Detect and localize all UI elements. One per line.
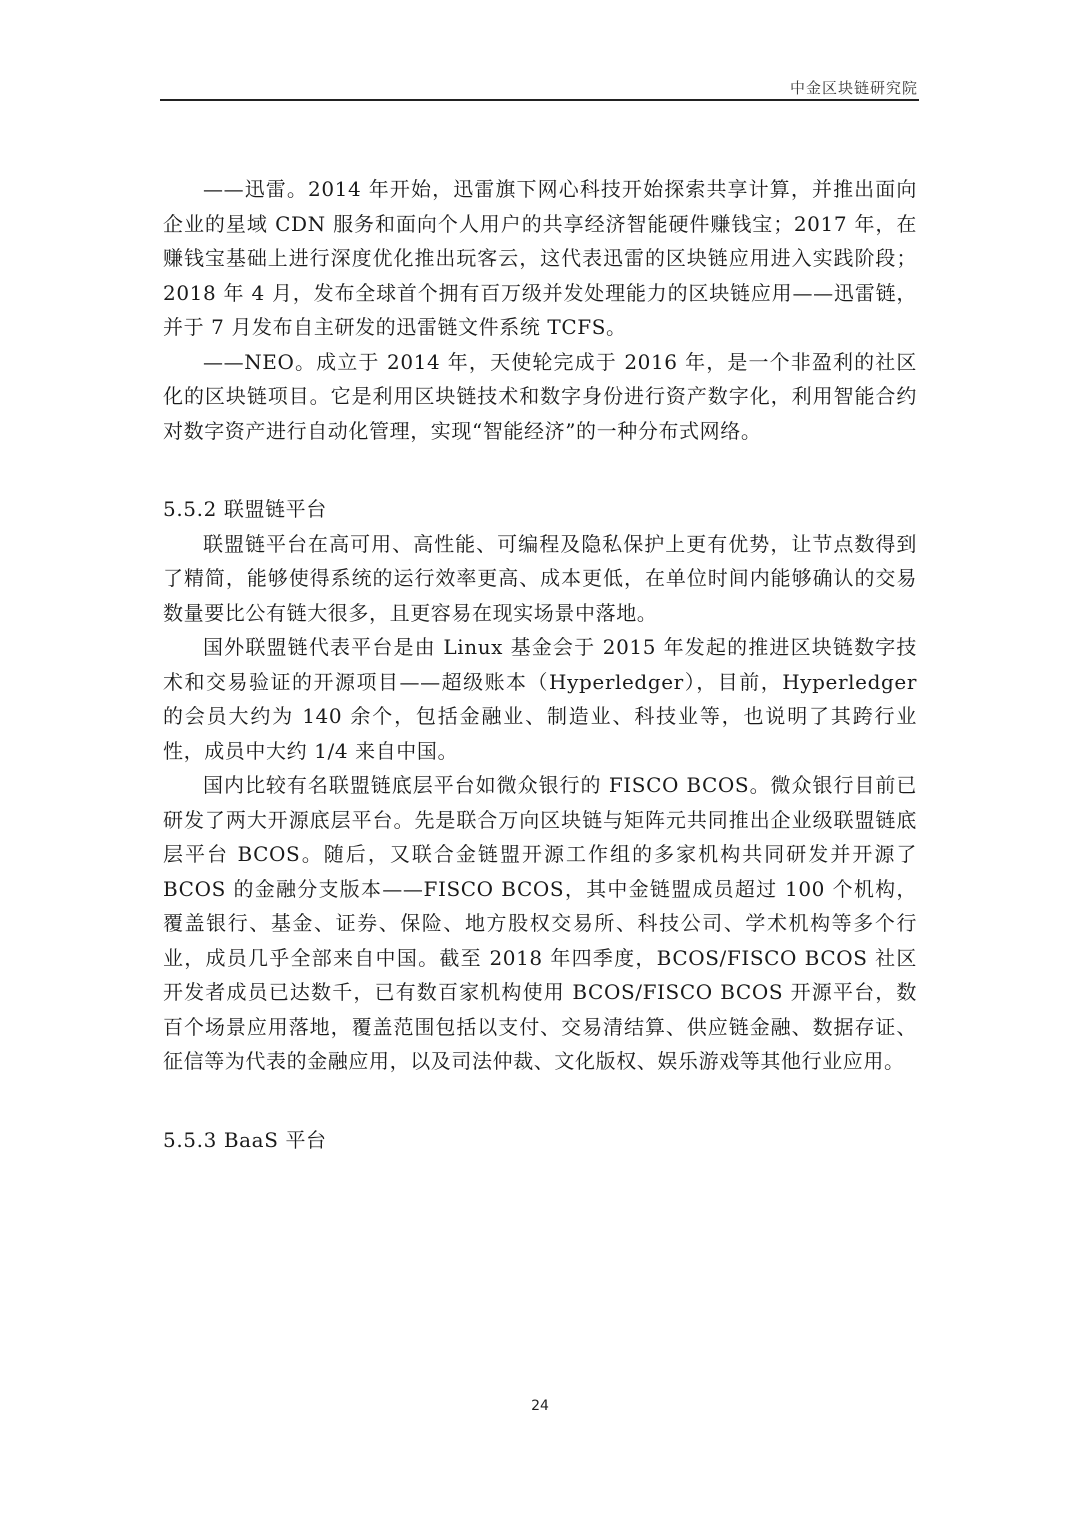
page-number: 24 <box>531 1398 549 1414</box>
paragraph-fisco-bcos: 国内比较有名联盟链底层平台如微众银行的 FISCO BCOS。微众银行目前已研发了两大开源底层平台。先是联合万向区块链与矩阵元共同推出企业级联盟链底层平台 BCOS。随后，又联合金链盟开源工作组的多家机构共同研发并开源了 BCOS 的金融分支版本——FISCO BCOS，其中金链盟成员超过 100 个机构，覆盖银行、基金、证券、保险、地方股权交易所、科技公司、学术机构等多个行业，成员几乎全部来自中国。截至 2018 年四季度，BCOS/FISCO BCOS 社区开发者成员已达数千，已有数百家机构使用 BCOS/FISCO BCOS 开源平台，数百个场景应用落地，覆盖范围包括以支付、交易清结算、供应链金融、数据存证、征信等为代表的金融应用，以及司法仲裁、文化版权、娱乐游戏等其他行业应用。 <box>163 773 917 1073</box>
paragraph-consortium-advantages: 联盟链平台在高可用、高性能、可编程及隐私保护上更有优势，让节点数得到了精简，能够使得系统的运行效率更高、成本更低，在单位时间内能够确认的交易数量要比公有链大很多，且更容易在现实场景中落地。 <box>163 531 917 625</box>
section-heading-consortium-chain: 5.5.2 联盟链平台 <box>163 497 327 521</box>
section-spacer <box>163 1079 917 1123</box>
paragraph-hyperledger: 国外联盟链代表平台是由 Linux 基金会于 2015 年发起的推进区块链数字技术和交易验证的开源项目——超级账本（Hyperledger），目前，Hyperledger 的会员大约为 140 余个，包括金融业、制造业、科技业等，也说明了其跨行业性，成员中大约 1/4 来自中国。 <box>163 635 917 763</box>
page-body <box>163 172 917 1157</box>
paragraph-neo: ——NEO。成立于 2014 年，天使轮完成于 2016 年，是一个非盈利的社区化的区块链项目。它是利用区块链技术和数字身份进行资产数字化，利用智能合约对数字资产进行自动化管理，实现“智能经济”的一种分布式网络。 <box>163 349 917 443</box>
section-heading-baas: 5.5.3 BaaS 平台 <box>163 1127 327 1152</box>
header-organization-name: 中金区块链研究院 <box>789 79 918 97</box>
paragraph-xunlei: ——迅雷。2014 年开始，迅雷旗下网心科技开始探索共享计算，并推出面向企业的星域 CDN 服务和面向个人用户的共享经济智能硬件赚钱宝；2017 年，在赚钱宝基础上进行深度优化推出玩客云，这代表迅雷的区块链应用进入实践阶段；2018 年 4 月，发布全球首个拥有百万级并发处理能力的区块链应用——迅雷链，并于 7 月发布自主研发的迅雷链文件系统 TCFS。 <box>163 177 917 339</box>
section-spacer <box>163 448 917 492</box>
header-divider <box>160 99 919 101</box>
